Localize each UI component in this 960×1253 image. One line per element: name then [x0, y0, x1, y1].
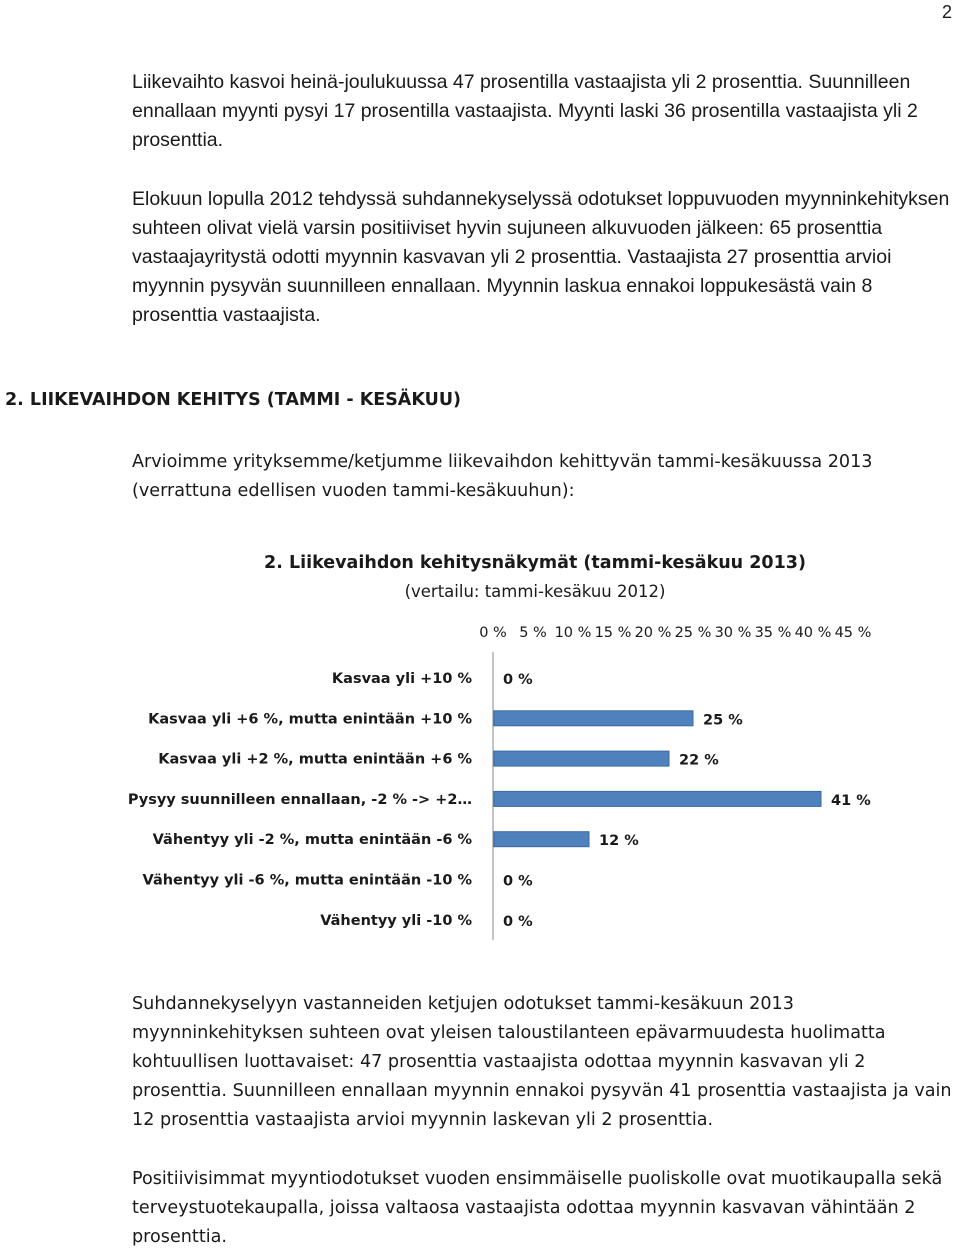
data-label: 0 % — [503, 672, 533, 688]
page-number: 2 — [941, 2, 952, 22]
paragraph-expectations: Suhdannekyselyyn vastanneiden ketjujen odotukset tammi-kesäkuun 2013 myynninkehityksen suhteen ovat yleisen taloustilanteen epävarmuudesta huolimatta kohtuullisen luottavaiset: 47 prosenttia vastaajista odottaa myynnin kasvavan yli 2 prosenttia. Suunnilleen ennallaan myynnin ennakoi pysyvän 41 prosenttia vastaajista ja vain 12 prosenttia vastaajista arvioi myynnin laskevan yli 2 prosenttia. — [132, 994, 952, 1130]
category-label: Kasvaa yli +2 %, mutta enintään +6 % — [158, 751, 472, 768]
x-tick-label: 20 % — [634, 625, 672, 641]
data-label: 25 % — [703, 712, 743, 729]
chart-subtitle: (vertailu: tammi-kesäkuu 2012) — [404, 582, 666, 601]
x-tick-label: 30 % — [714, 625, 752, 641]
data-label: 41 % — [831, 792, 871, 809]
x-tick-label: 5 % — [519, 625, 547, 641]
category-label: Vähentyy yli -2 %, mutta enintään -6 % — [152, 832, 472, 849]
x-tick-label: 45 % — [834, 625, 872, 641]
x-tick-label: 10 % — [554, 625, 592, 641]
chart-container — [0, 540, 960, 960]
category-label: Kasvaa yli +10 % — [331, 671, 472, 687]
section-heading: 2. LIIKEVAIHDON KEHITYS (TAMMI - KESÄKUU) — [5, 390, 462, 410]
bar-chart — [0, 540, 960, 960]
chart-title: 2. Liikevaihdon kehitysnäkymät (tammi-kesäkuu 2013) — [264, 553, 806, 573]
x-tick-label: 0 % — [479, 625, 507, 641]
category-label: Vähentyy yli -10 % — [320, 912, 472, 929]
bar — [494, 791, 821, 806]
paragraph-intro: Liikevaihto kasvoi heinä-joulukuussa 47 prosentilla vastaajista yli 2 prosenttia. Suunnilleen ennallaan myynti pysyi 17 prosentilla vastaajista. Myynti laski 36 prosentilla vastaajista yli 2 prosenttia. — [132, 71, 918, 151]
paragraph-positive-outlook: Positiivisimmat myyntiodotukset vuoden ensimmäiselle puoliskolle ovat muotikaupalla sekä terveystuotekaupalla, joissa valtaosa vastaajista odottaa myynnin kasvavan vähintään 2 prosenttia. — [132, 1169, 943, 1247]
category-label: Kasvaa yli +6 %, mutta enintään +10 % — [148, 711, 472, 728]
x-tick-label: 40 % — [794, 625, 832, 641]
bar — [494, 711, 693, 726]
data-label: 12 % — [599, 833, 639, 850]
data-label: 22 % — [679, 752, 719, 769]
chart-plot-area — [128, 625, 872, 940]
paragraph-august-survey: Elokuun lopulla 2012 tehdyssä suhdannekyselyssä odotukset loppuvuoden myynninkehityksen suhteen olivat vielä varsin positiiviset hyvin sujuneen alkuvuoden jälkeen: 65 prosenttia vastaajayritystä odotti myynnin kasvavan yli 2 prosenttia. Vastaajista 27 prosenttia arvioi myynnin pysyvän suunnilleen ennallaan. Myynnin laskua ennakoi loppukesästä vain 8 prosenttia vastaajista. — [132, 188, 950, 326]
data-label: 0 % — [503, 873, 533, 890]
data-label: 0 % — [503, 913, 533, 930]
x-tick-label: 35 % — [754, 625, 792, 641]
bar — [494, 751, 669, 766]
category-label: Vähentyy yli -6 %, mutta enintään -10 % — [142, 872, 472, 889]
x-tick-label: 25 % — [674, 625, 712, 641]
category-label: Pysyy suunnilleen ennallaan, -2 % -> +2… — [127, 791, 472, 808]
bar — [494, 832, 589, 847]
x-tick-label: 15 % — [594, 625, 632, 641]
paragraph-question: Arvioimme yrityksemme/ketjumme liikevaihdon kehittyvän tammi-kesäkuussa 2013 (verrattuna edellisen vuoden tammi-kesäkuuhun): — [132, 452, 873, 501]
